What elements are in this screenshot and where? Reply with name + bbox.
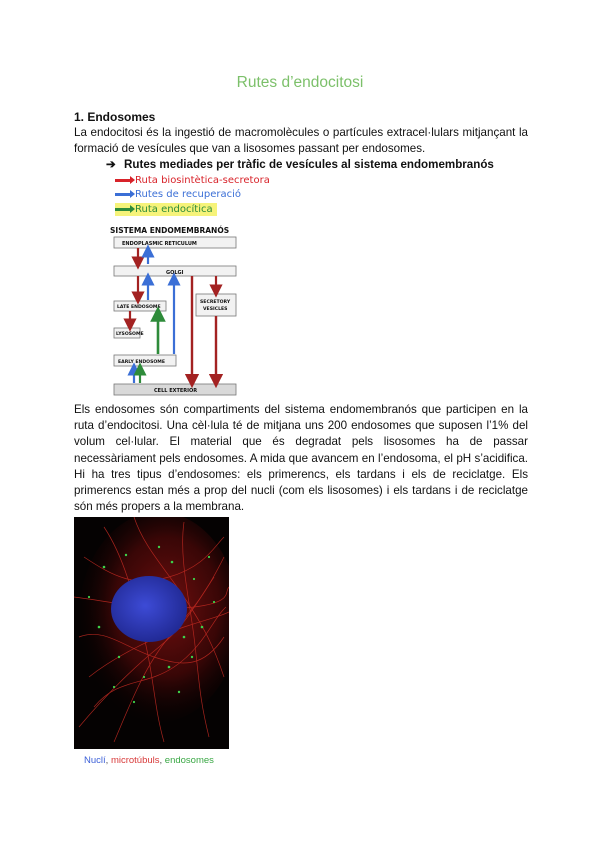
- nucleus: [111, 576, 187, 642]
- arrow-right-icon: ➔: [106, 158, 116, 171]
- body-paragraph: Els endosomes són compartiments del sistema endomembranós que participen en la ruta d’endocitosi. Una cèl·lula té de mitjana uns 200 endosomes que suposen l’1% del volum cel·lular. El material que és degradat pels lisosomes ha de passar necessàriament pels endosomes. A mida que avancem en l’endosoma, el pH s’acidifica. Hi ha tres tipus d’endosomes: els primerencs, els tardans i els de reciclatge. Els primerencs estan més a prop del nucli (com els lisosomes) i els tardans i de reciclatge són més propers a la membrana.: [74, 403, 528, 514]
- legend-blue-label: Rutes de recuperació: [135, 189, 241, 200]
- diagram-svg: [108, 224, 243, 399]
- secretory-vesicles-box: [196, 294, 236, 316]
- caption-nuclei: Nuclí: [84, 755, 106, 766]
- legend-blue: [115, 189, 241, 200]
- er-label: ENDOPLASMIC RETICULUM: [122, 241, 197, 247]
- golgi-label: GOLGI: [166, 270, 184, 276]
- microscopy-image: [74, 517, 229, 749]
- caption-separator: ,: [105, 755, 111, 766]
- early-endosome-label: EARLY ENDOSOME: [118, 360, 165, 365]
- diagram-title: SISTEMA ENDOMEMBRANÓS: [110, 226, 230, 235]
- late-endosome-label: LATE ENDOSOME: [117, 305, 161, 310]
- microscopy-svg: [74, 517, 229, 749]
- secretory-label-2: VESICLES: [203, 307, 228, 312]
- bullet-item: [106, 157, 494, 171]
- legend-red-label: Ruta biosintètica-secretora: [135, 175, 270, 186]
- legend-green: [115, 203, 217, 216]
- section-heading: 1. Endosomes: [74, 110, 156, 124]
- caption-endosomes: endosomes: [164, 755, 214, 766]
- intro-paragraph: La endocitosi és la ingestió de macromolècules o partícules extracel·lulars mitjançant la formació de vesícules que van a lisosomes passant per endosomes.: [74, 126, 528, 156]
- red-arrow-icon: [115, 179, 131, 182]
- legend-red: [115, 175, 270, 186]
- page-title: Rutes d’endocitosi: [236, 74, 364, 91]
- lysosome-label: LYSOSOME: [116, 332, 144, 337]
- cell-exterior-label: CELL EXTERIOR: [154, 388, 198, 394]
- caption-microtubules: microtúbuls: [110, 755, 160, 766]
- bullet-text: Rutes mediades per tràfic de vesícules al sistema endomembranós: [124, 158, 494, 171]
- figure-caption: [84, 755, 214, 766]
- secretory-label-1: SECRETORY: [200, 300, 231, 305]
- legend-green-label: Ruta endocítica: [135, 204, 213, 215]
- blue-arrow-icon: [115, 193, 131, 196]
- endomembrane-diagram: [108, 224, 243, 404]
- caption-separator: ,: [159, 755, 165, 766]
- green-arrow-icon: [115, 208, 131, 211]
